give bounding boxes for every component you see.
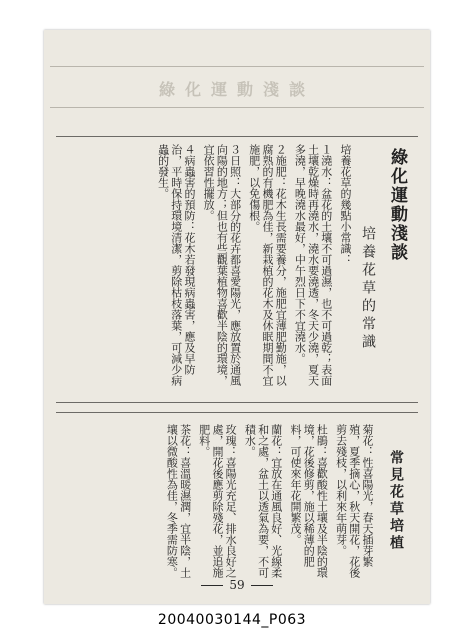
article2-paragraph: 杜鵑：喜歡酸性土壤及半陰的環境，花後修剪，施以稀薄的肥料，可使來年花開繁茂。 — [288, 424, 329, 578]
article1-paragraph: ３日照：大部分的花卉都喜愛陽光，應放置於通風向陽的地方；但也有些觀葉植物喜歡半陰的環境，宜依習性擺放。 — [202, 144, 242, 386]
page-number-value: 59 — [229, 578, 245, 592]
article1-paragraph: ４病蟲害的預防：花木若發現病蟲害，應及早防治，平時保持環境清潔，剪除枯枝落葉，可減少病蟲的發生。 — [156, 144, 196, 386]
page-number-dash-left — [201, 585, 223, 586]
header-bleedthrough-text: 綠化運動淺談 — [158, 80, 315, 99]
divider-middle — [56, 402, 418, 403]
divider-top — [56, 136, 418, 137]
article2-paragraph: 菊花：性喜陽光，春天插芽繁殖，夏季摘心，秋天開花，花後剪去殘枝，以利來年萌芽。 — [334, 424, 374, 578]
header-band — [50, 66, 424, 108]
page-number — [44, 578, 430, 592]
article2-body — [60, 424, 374, 586]
divider-middle-second — [56, 412, 418, 413]
article1-paragraph: １澆水：盆花的土壤不可過濕，也不可過乾；表面土壤乾燥時再澆水，澆水要澆透，冬天少澆，夏天多澆，早晚澆水最好，中午烈日下不宜澆水。 — [293, 144, 333, 386]
article2-paragraph: 茶花：喜溫暖濕潤，宜半陰，土壤以微酸性為佳，冬季需防寒。 — [165, 424, 192, 578]
article2-title: 常見花草培植 — [388, 450, 404, 552]
article1-body — [60, 144, 352, 394]
article2-paragraph: 玫瑰：喜陽光充足、排水良好之處，開花後應剪除殘花，並追施肥料。 — [197, 424, 238, 578]
article2-paragraph: 蘭花：宜放在通風良好、光線柔和之處，盆土以透氣為要，不可積水。 — [243, 424, 283, 578]
page-number-dash-right — [251, 585, 273, 586]
image-caption: 20040030144_P063 — [157, 612, 307, 628]
article1-paragraph: ２施肥：花木生長需要養分，施肥宜薄肥勤施，以腐熟的有機肥為佳，新栽植的花木及休眠期間不宜施肥，以免傷根。 — [247, 144, 288, 386]
article1-paragraph: 培養花草的幾點小常識： — [339, 144, 352, 265]
article1-title: 綠化運動淺談 — [387, 148, 407, 262]
scanned-page — [44, 30, 430, 604]
article1-subtitle: 培養花草的常識 — [360, 226, 376, 352]
